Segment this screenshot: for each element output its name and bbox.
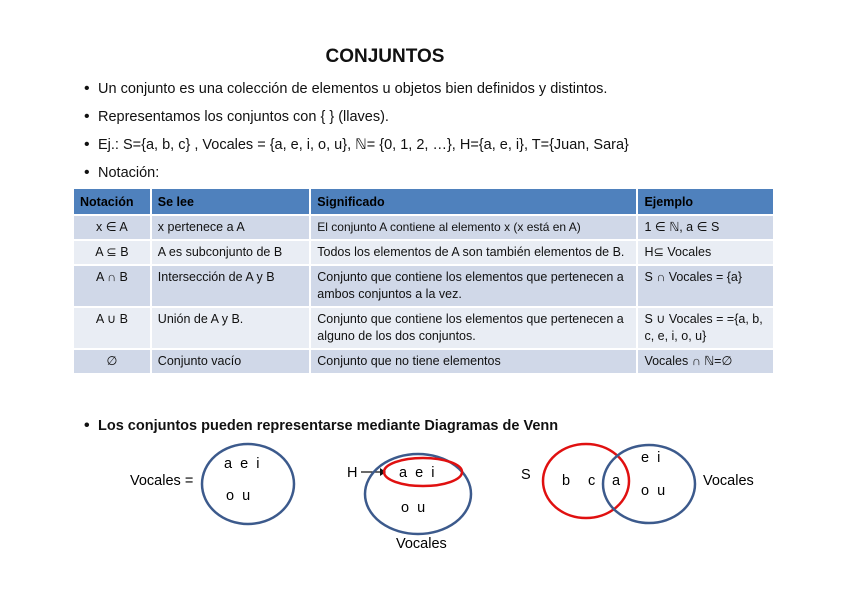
header-notacion: Notación <box>74 189 151 215</box>
bullet-examples <box>84 134 629 162</box>
table-row <box>74 240 774 265</box>
bullet-dot-icon: • <box>84 80 90 97</box>
venn-element-b: b <box>562 473 571 489</box>
page-title: CONJUNTOS <box>325 46 445 67</box>
bullet-dot-icon: • <box>84 136 90 153</box>
venn-elements-ou: o u <box>641 483 666 499</box>
cell-example: 1 ∈ ℕ, a ∈ S <box>637 215 774 240</box>
cell-meaning: El conjunto A contiene al elemento x (x está en A) <box>310 215 637 240</box>
cell-reading: A es subconjunto de B <box>151 240 310 265</box>
header-se-lee: Se lee <box>151 189 310 215</box>
cell-reading: Unión de A y B. <box>151 307 310 349</box>
venn-caption-vocales: Vocales <box>396 536 447 552</box>
cell-meaning: Conjunto que contiene los elementos que pertenecen a ambos conjuntos a la vez. <box>310 265 637 307</box>
header-ejemplo: Ejemplo <box>637 189 774 215</box>
header-significado: Significado <box>310 189 637 215</box>
venn-label-s: S <box>521 467 531 483</box>
notation-table <box>74 189 775 373</box>
venn-label-vocales: Vocales = <box>130 473 194 489</box>
table-row <box>74 307 774 349</box>
bullet-text: Los conjuntos pueden representarse mediante Diagramas de Venn <box>98 418 559 434</box>
bullet-list <box>84 78 629 190</box>
bullet-text: Representamos los conjuntos con { } (llaves). <box>98 109 389 125</box>
venn-label-h: H <box>347 465 358 481</box>
venn-diagram-subset <box>347 454 471 552</box>
table-row <box>74 215 774 240</box>
venn-label-vocales: Vocales <box>703 473 754 489</box>
bullet-braces <box>84 106 629 134</box>
cell-example: S ∪ Vocales = ={a, b, c, e, i, o, u} <box>637 307 774 349</box>
table-row <box>74 265 774 307</box>
venn-diagram-vocales <box>130 444 294 524</box>
venn-elements-row2: o u <box>226 488 251 504</box>
cell-reading: Conjunto vacío <box>151 349 310 373</box>
venn-elements-ei: e i <box>641 450 661 466</box>
venn-elements-row2: o u <box>401 500 426 516</box>
venn-element-a: a <box>612 473 621 489</box>
venn-diagrams <box>0 430 848 580</box>
bullet-definition <box>84 78 629 106</box>
bullet-dot-icon: • <box>84 108 90 125</box>
cell-example: Vocales ∩ ℕ=∅ <box>637 349 774 373</box>
bullet-text: Notación: <box>98 165 160 181</box>
cell-meaning: Conjunto que contiene los elementos que pertenecen a alguno de los dos conjuntos. <box>310 307 637 349</box>
cell-example: S ∩ Vocales = {a} <box>637 265 774 307</box>
cell-notation: A ⊆ B <box>74 240 151 265</box>
cell-meaning: Conjunto que no tiene elementos <box>310 349 637 373</box>
bullet-dot-icon: • <box>84 417 90 434</box>
bullet-notation <box>84 162 629 190</box>
cell-notation: ∅ <box>74 349 151 373</box>
cell-example: H⊆ Vocales <box>637 240 774 265</box>
table-row <box>74 349 774 373</box>
cell-notation: A ∪ B <box>74 307 151 349</box>
bullet-text: Ej.: S={a, b, c} , Vocales = {a, e, i, o, u}, ℕ= {0, 1, 2, …}, H={a, e, i}, T={Juan, Sara} <box>98 137 629 153</box>
cell-notation: x ∈ A <box>74 215 151 240</box>
table-header-row <box>74 189 774 215</box>
bullet-text: Un conjunto es una colección de elementos u objetos bien definidos y distintos. <box>98 81 608 97</box>
venn-elements-row1: a e i <box>399 465 435 481</box>
cell-notation: A ∩ B <box>74 265 151 307</box>
cell-meaning: Todos los elementos de A son también elementos de B. <box>310 240 637 265</box>
venn-diagram-intersection <box>521 444 754 523</box>
bullet-dot-icon: • <box>84 164 90 181</box>
cell-reading: Intersección de A y B <box>151 265 310 307</box>
venn-elements-row1: a e i <box>224 456 260 472</box>
venn-element-c: c <box>588 473 596 489</box>
cell-reading: x pertenece a A <box>151 215 310 240</box>
